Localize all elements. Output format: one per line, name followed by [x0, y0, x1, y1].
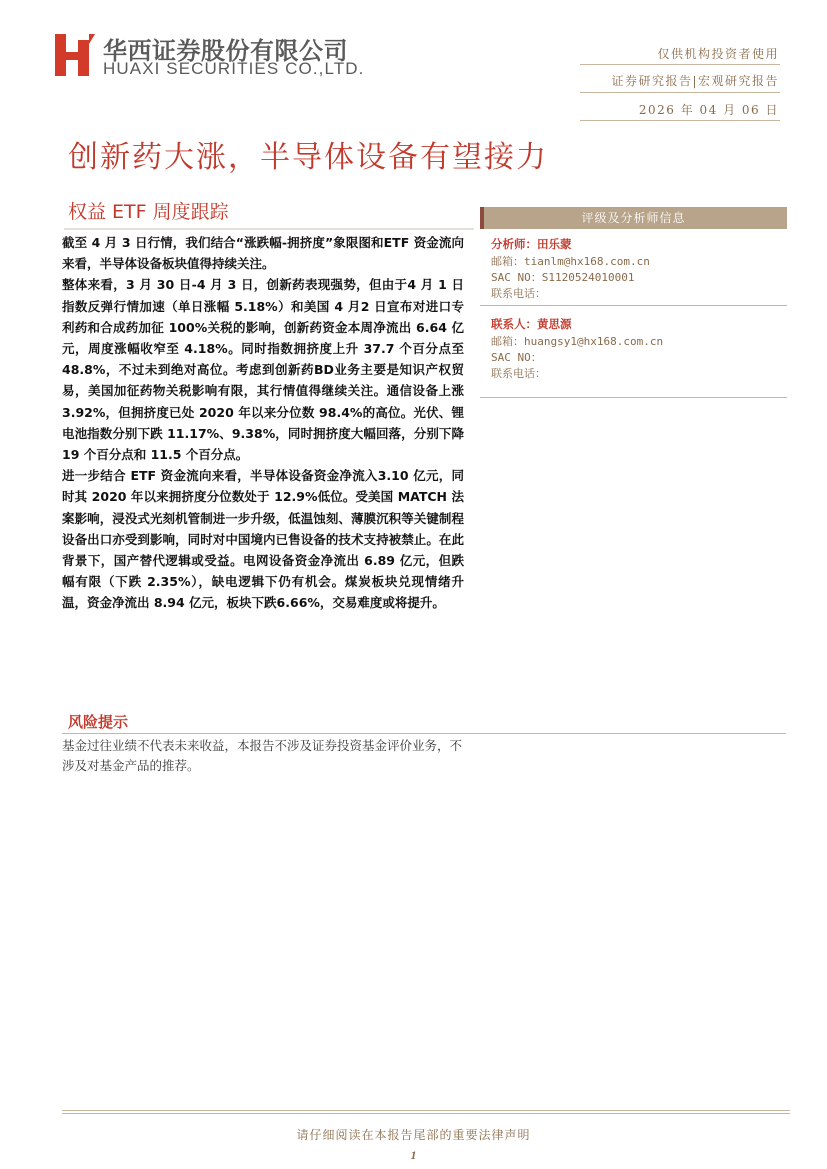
analyst-phone: 联系电话： [491, 287, 546, 300]
panel-heading: 评级及分析师信息 [480, 207, 787, 229]
panel-divider [480, 305, 787, 306]
contact-sac: SAC NO： [491, 351, 542, 364]
paragraph: 整体来看，3 月 30 日-4 月 3 日，创新药表现强势，但由于4 月 1 日指数反弹行情加速（单日涨幅 5.18%）和美国 4 月2 日宣布对进口专利药和合成药加征 100%关税的影响，创新药资金本周净流出 6.64 亿元，周度涨幅收窄至 4.18%。同时指数拥挤度上升 37.7 个百分点至 48.8%，不过未到绝对高位。考虑到创新药BD业务主要是知识产权贸易，美国加征药物关税影响有限，其行情值得继续关注。通信设备上涨 3.92%，但拥挤度已处 2020 年以来分位数 98.4%的高位。光伏、锂电池指数分别下跌 11.17%、9.38%，同时拥挤度大幅回落，分别下降 19 个百分点和 11.5 个百分点。 [62, 277, 464, 463]
series-underline [64, 228, 474, 230]
header-divider [580, 120, 780, 121]
analyst-email[interactable]: 邮箱：tianlm@hx168.com.cn [491, 255, 650, 268]
paragraph: 进一步结合 ETF 资金流向来看，半导体设备资金净流入3.10 亿元，同时其 2020 年以来拥挤度分位数处于 12.9%低位。受美国 MATCH 法案影响，浸没式光刻机管制进一步升级，低温蚀刻、薄膜沉积等关键制程设备出口亦受到影响，同时对中国境内已售设备的技术支持被禁止。在此背景下，国产替代逻辑或受益。电网设备资金净流出 6.89 亿元，但跌幅有限（下跌 2.35%），缺电逻辑下仍有机会。煤炭板块兑现情绪升温，资金净流出 8.94 亿元，板块下跌6.66%，交易难度或将提升。 [62, 468, 464, 611]
company-name-en: HUAXI SECURITIES CO.,LTD. [103, 59, 365, 78]
company-name-cn: 华西证券股份有限公司 [103, 37, 348, 65]
header-divider [580, 64, 780, 65]
huaxi-logo-icon [55, 34, 95, 76]
audience-note: 仅供机构投资者使用 [657, 47, 779, 61]
contact-name: 联系人：黄思源 [491, 317, 572, 331]
risk-heading: 风险提示 [68, 713, 129, 731]
summary-body [62, 232, 464, 614]
analyst-sac: SAC NO：S1120524010001 [491, 271, 635, 284]
footer-divider [62, 1113, 790, 1114]
paragraph: 截至 4 月 3 日行情，我们结合“涨跌幅-拥挤度”象限图和ETF 资金流向来看，半导体设备板块值得持续关注。 [62, 235, 464, 272]
risk-divider [62, 733, 786, 734]
panel-divider [480, 397, 787, 398]
footer-divider [62, 1110, 790, 1111]
report-category: 证券研究报告|宏观研究报告 [611, 74, 779, 88]
report-title: 创新药大涨，半导体设备有望接力 [68, 140, 548, 175]
risk-text: 基金过往业绩不代表未来收益，本报告不涉及证券投资基金评价业务，不涉及对基金产品的推荐。 [62, 738, 463, 773]
header-divider [580, 92, 780, 93]
analyst-name: 分析师：田乐蒙 [491, 237, 572, 251]
contact-email[interactable]: 邮箱：huangsy1@hx168.com.cn [491, 335, 664, 348]
page-number: 1 [410, 1148, 417, 1162]
report-series: 权益 ETF 周度跟踪 [68, 201, 229, 223]
contact-phone: 联系电话： [491, 367, 546, 380]
report-date: 2026 年 04 月 06 日 [638, 103, 779, 117]
legal-disclaimer: 请仔细阅读在本报告尾部的重要法律声明 [296, 1128, 531, 1142]
